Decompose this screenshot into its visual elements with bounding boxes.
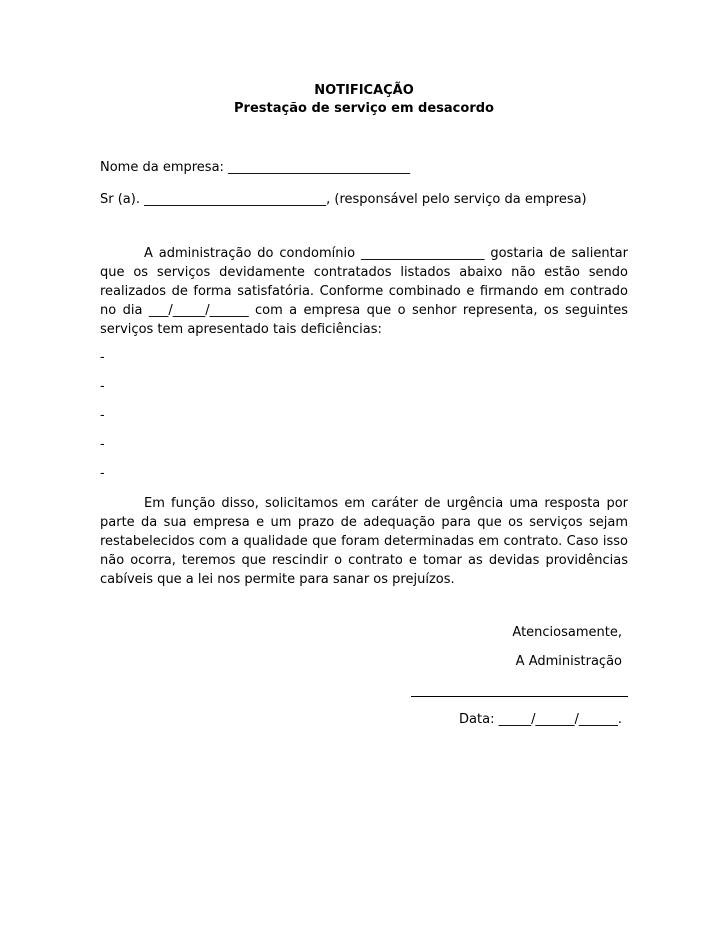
company-name-line: Nome da empresa: ____________________________ <box>100 160 411 175</box>
list-item: - <box>100 466 105 481</box>
list-item: - <box>100 350 105 365</box>
signature-line <box>411 696 628 697</box>
list-item: - <box>100 437 105 452</box>
list-item: - <box>100 379 105 394</box>
closing-text: Atenciosamente, <box>512 625 622 640</box>
document-subtitle: Prestação de serviço em desacordo <box>234 101 494 116</box>
list-item: - <box>100 408 105 423</box>
signer-text: A Administração <box>515 654 622 669</box>
paragraph-request: Em função disso, solicitamos em caráter de urgência uma resposta por parte da sua empresa e um prazo de adequação para que os serviços sejam restabelecidos com a qualidade que foram determinadas em contrato. Caso isso não ocorra, teremos que rescindir o contrato e tomar as devidas providências cabíveis que a lei nos permite para sanar os prejuízos. <box>100 496 628 587</box>
responsible-line: Sr (a). ____________________________, (responsável pelo serviço da empresa) <box>100 192 587 207</box>
document-title: NOTIFICAÇÃO <box>314 83 414 98</box>
date-line: Data: _____/______/______. <box>459 712 622 727</box>
paragraph-intro: A administração do condomínio ___________________ gostaria de salientar que os serviços devidamente contratados listados abaixo não estão sendo realizados de forma satisfatória. Conforme combinado e firmando em contrado no dia ___/_____/______ com a empresa que o senhor representa, os seguintes serviços tem apresentado tais deficiências: <box>100 246 628 337</box>
